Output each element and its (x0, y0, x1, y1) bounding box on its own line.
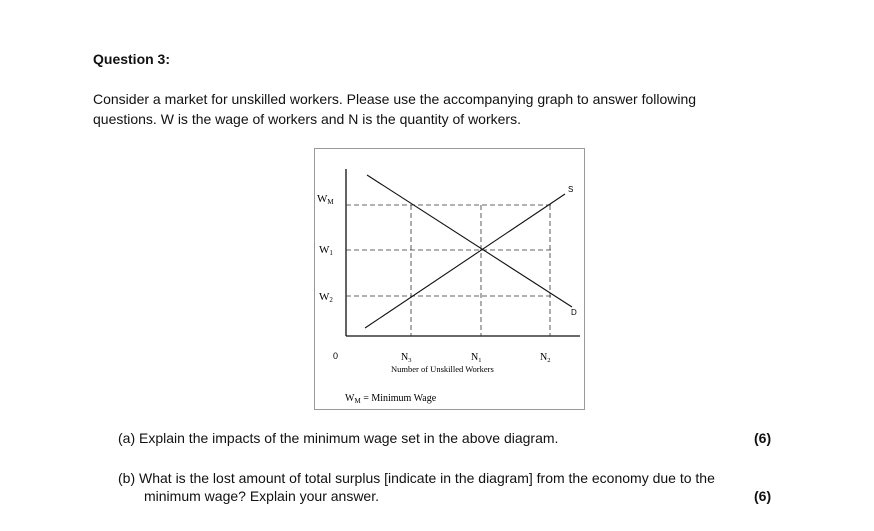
n1-label: $N_1$ (471, 352, 482, 364)
diagram-canvas (315, 149, 586, 411)
part-a-text: (a) Explain the impacts of the minimum wage set in the above diagram. (118, 430, 559, 446)
supply-curve (365, 194, 565, 328)
n2-label: $N_2$ (540, 352, 551, 364)
labor-market-diagram (314, 148, 585, 410)
minimum-wage-note: $W_M$ = Minimum Wage (345, 393, 437, 405)
demand-curve (367, 175, 572, 307)
question-intro-line-1: Consider a market for unskilled workers. Please use the accompanying graph to answer following (93, 91, 697, 107)
origin-label: 0 (333, 351, 339, 361)
question-title: Question 3: (93, 51, 171, 67)
question-intro-line-2: questions. W is the wage of workers and N is the quantity of workers. (93, 111, 521, 127)
part-b-text-line-2: minimum wage? Explain your answer. (144, 488, 379, 504)
part-a-marks: (6) (754, 430, 772, 446)
wm-label: WM (317, 193, 334, 206)
part-b-marks: (6) (754, 488, 772, 504)
n3-label: $N_3$ (401, 352, 412, 364)
w1-label: W1 (319, 244, 333, 257)
supply-label: S (568, 185, 574, 194)
demand-label: D (571, 308, 577, 317)
part-b-text-line-1: (b) What is the lost amount of total surplus [indicate in the diagram] from the economy due to the (118, 470, 715, 486)
w2-label: W2 (319, 291, 333, 304)
x-axis-label: Number of Unskilled Workers (391, 364, 494, 374)
